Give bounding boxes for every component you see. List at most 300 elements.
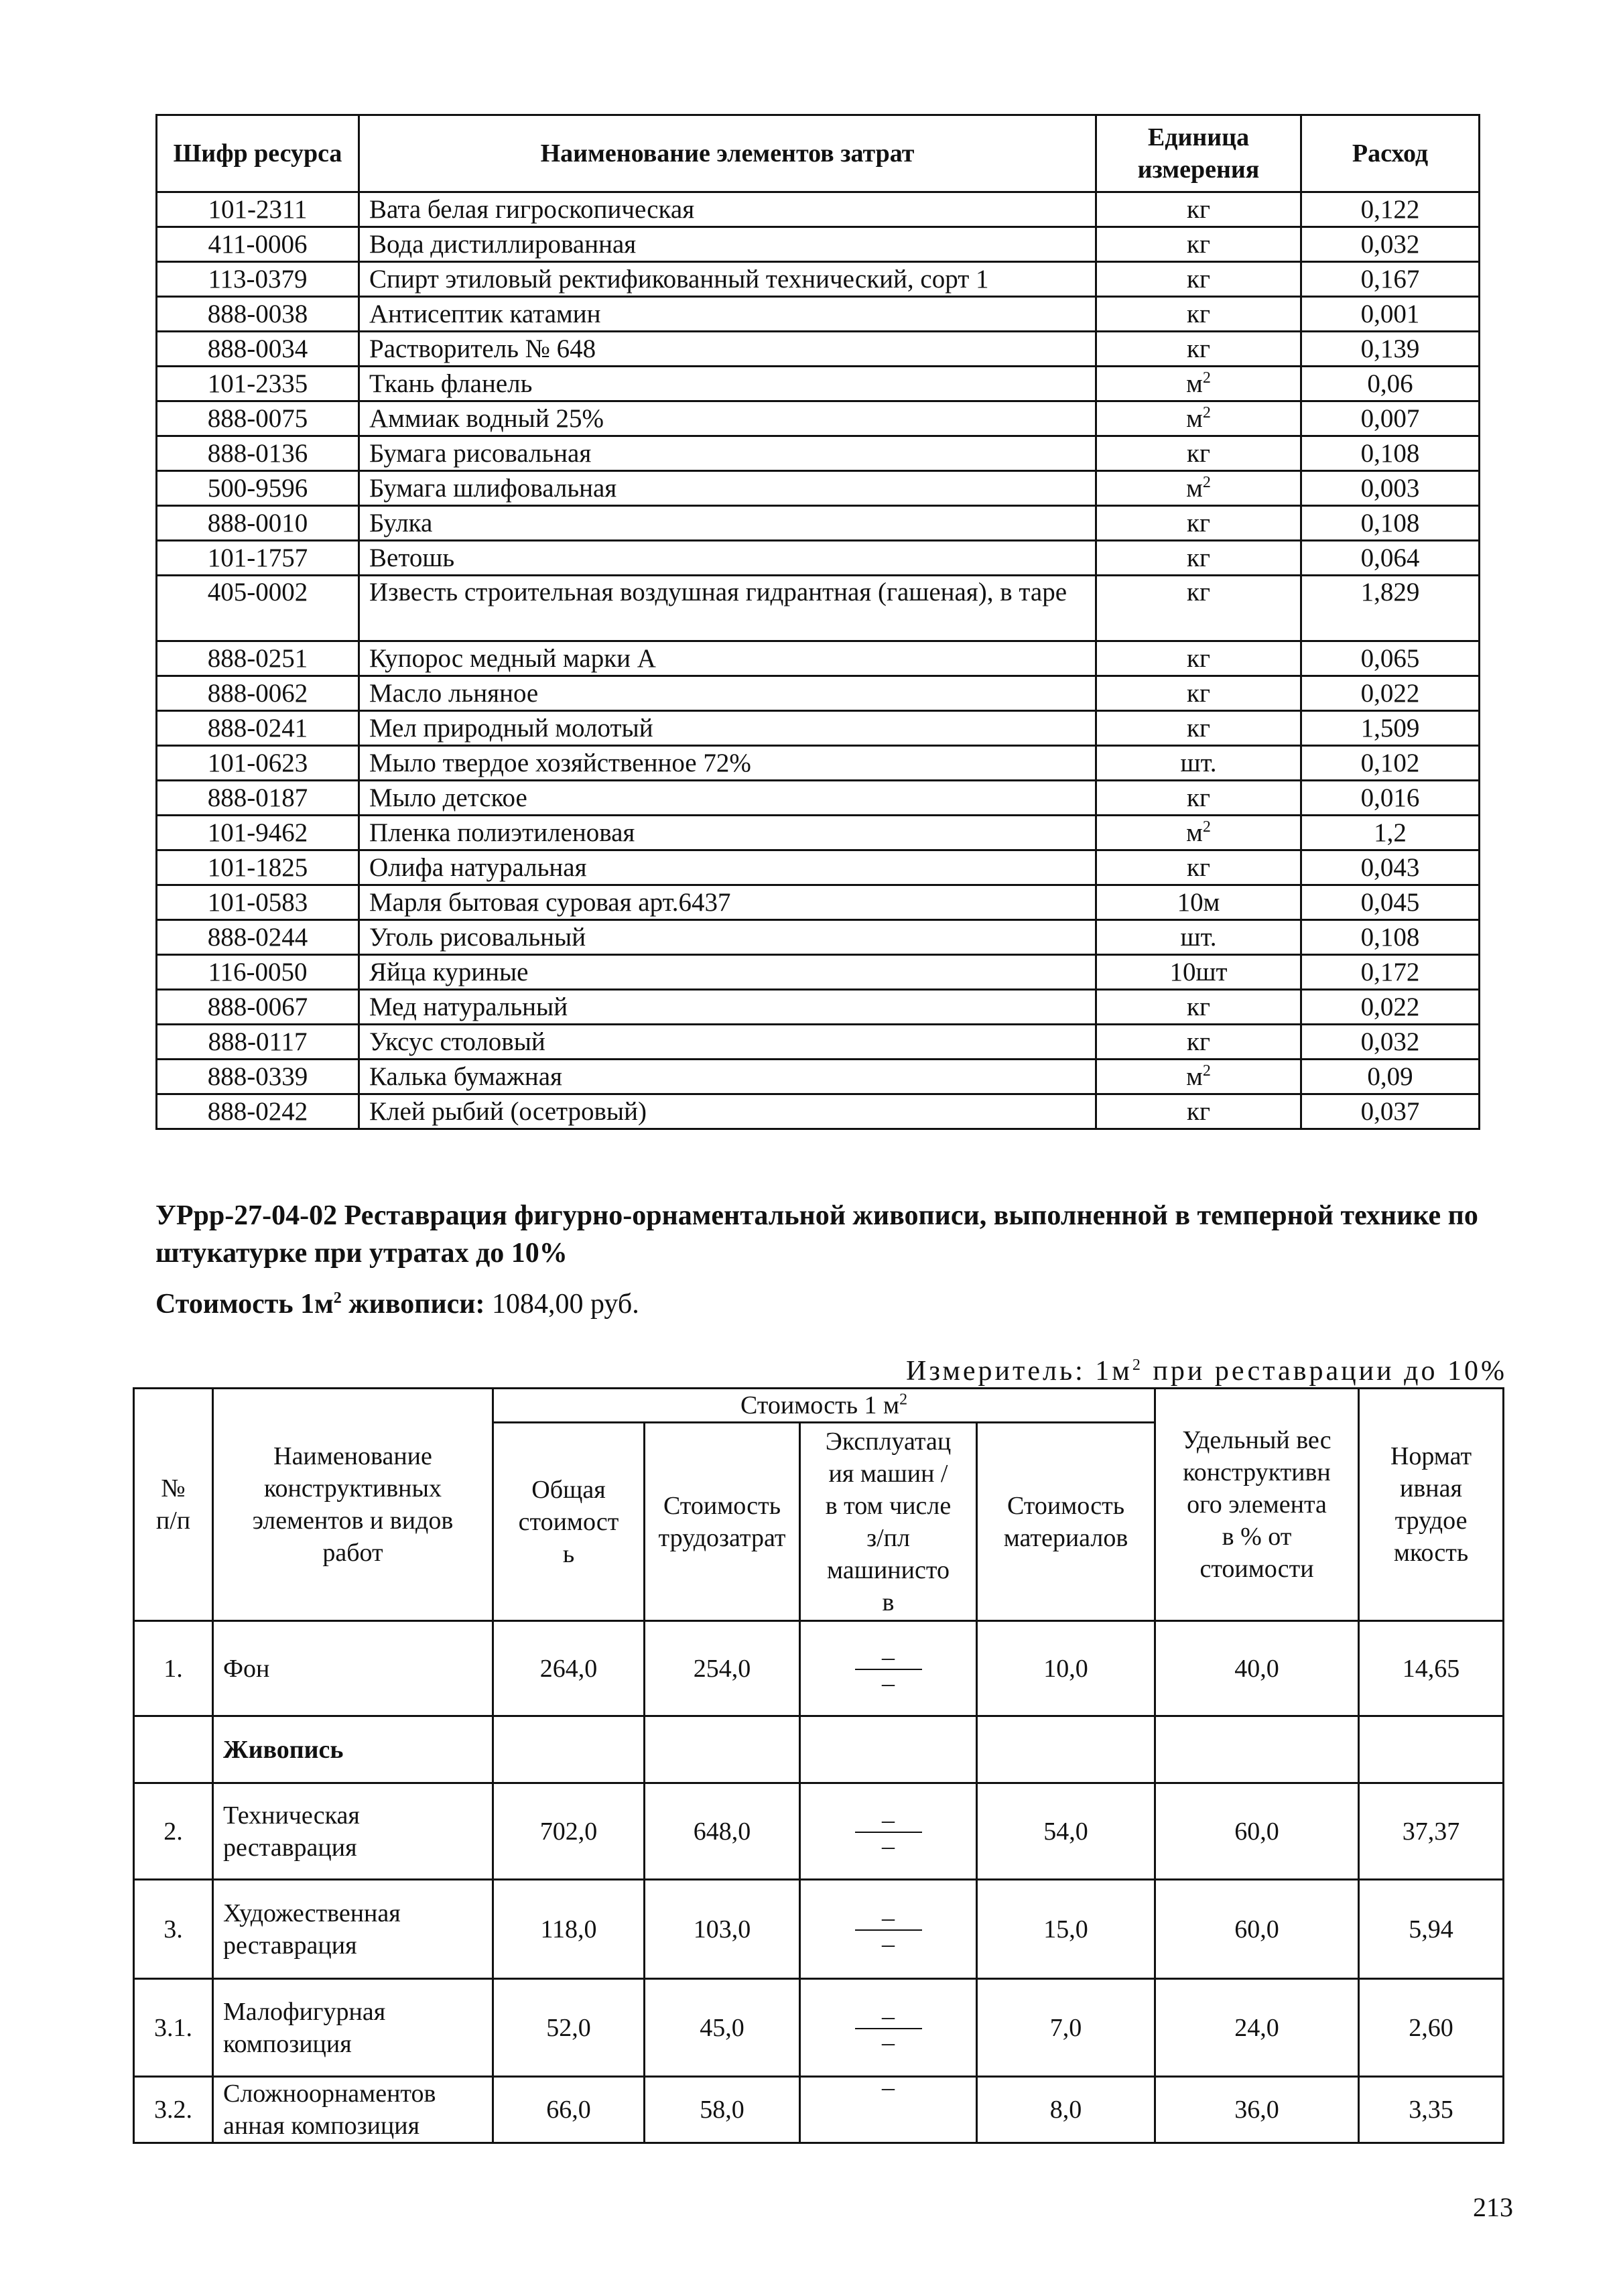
resource-code (157, 436, 359, 471)
resource-unit (1096, 576, 1301, 641)
resource-name (359, 227, 1096, 262)
measure-line (906, 1352, 1507, 1390)
resource-amount (1301, 781, 1480, 816)
row-labor-text: 45,0 (700, 2013, 744, 2042)
header-cost-group (493, 1389, 1155, 1423)
table-row (157, 990, 1480, 1025)
header-line: в (882, 1588, 895, 1616)
row-share (1155, 1979, 1359, 2077)
header-num (134, 1389, 213, 1621)
resource-unit (1096, 990, 1301, 1025)
row-materials (977, 2077, 1155, 2143)
resource-unit-text: шт. (1180, 922, 1217, 952)
resource-code-text: 101-2311 (208, 194, 308, 224)
resource-name (359, 920, 1096, 955)
table-row (157, 676, 1480, 711)
resource-code (157, 920, 359, 955)
cost-value: 1084,00 руб. (484, 1289, 639, 1320)
resource-name (359, 1094, 1096, 1129)
resource-name-text: Бумага шлифовальная (369, 473, 617, 503)
resource-amount (1301, 920, 1480, 955)
row-num-text: 2. (164, 1817, 183, 1846)
header-line: Стоимость (1007, 1491, 1125, 1520)
resource-name-text: Аммиак водный 25% (369, 403, 604, 433)
resource-code (157, 297, 359, 332)
row-name-text: Фон (223, 1654, 270, 1683)
resource-amount-text: 0,003 (1360, 473, 1420, 503)
row-machines (800, 1979, 977, 2077)
table-row (157, 436, 1480, 471)
resource-amount (1301, 541, 1480, 576)
resource-code (157, 401, 359, 436)
resource-unit (1096, 297, 1301, 332)
resource-unit-text: кг (1187, 578, 1210, 607)
row-total-text: 118,0 (540, 1915, 597, 1943)
resource-name (359, 1025, 1096, 1060)
row-norm (1359, 1880, 1504, 1979)
resource-name-text: Известь строительная воздушная гидрантная (гашеная), в таре (369, 578, 1067, 607)
header-line: мкость (1393, 1539, 1469, 1567)
resource-code-text: 888-0241 (207, 713, 308, 743)
resource-code-text: 101-9462 (207, 818, 308, 847)
row-norm (1359, 1621, 1504, 1716)
table-row (157, 576, 1480, 641)
header-labor (645, 1423, 800, 1621)
resource-amount-text: 0,167 (1360, 264, 1420, 294)
header-line: ого элемента (1187, 1490, 1327, 1519)
resource-unit-text: кг (1187, 643, 1210, 673)
resource-name (359, 541, 1096, 576)
row-share-text: 60,0 (1234, 1817, 1279, 1846)
table-row (157, 850, 1480, 885)
resource-amount (1301, 711, 1480, 746)
row-total-text: 264,0 (539, 1654, 598, 1683)
resource-unit-text: м (1186, 818, 1203, 847)
row-labor (645, 1621, 800, 1716)
resource-code (157, 541, 359, 576)
resource-name (359, 885, 1096, 920)
resource-unit (1096, 401, 1301, 436)
resource-code-text: 101-0623 (207, 748, 308, 777)
header-line: машинисто (827, 1555, 950, 1584)
row-materials-text: 8,0 (1049, 2096, 1082, 2124)
row-share-text: 24,0 (1234, 2013, 1279, 2042)
row-name-text: Малофигурная композиция (223, 1997, 386, 2058)
resource-amount (1301, 746, 1480, 781)
resource-amount (1301, 641, 1480, 676)
header-line: в % от (1222, 1523, 1292, 1551)
machines-dash: – (882, 1643, 895, 1671)
resource-amount-text: 0,007 (1360, 403, 1420, 433)
resource-amount (1301, 1025, 1480, 1060)
resource-amount (1301, 955, 1480, 990)
header-line: работ (322, 1539, 383, 1567)
resource-code-text: 888-0117 (208, 1027, 308, 1056)
resource-name-text: Мыло твердое хозяйственное 72% (369, 748, 751, 777)
resource-amount-text: 0,022 (1360, 678, 1420, 708)
row-name (213, 1783, 493, 1880)
resource-unit (1096, 1094, 1301, 1129)
header-element-name (213, 1389, 493, 1621)
resource-amount (1301, 885, 1480, 920)
resource-unit (1096, 955, 1301, 990)
unit-sup: 2 (1202, 1062, 1211, 1080)
resource-unit (1096, 920, 1301, 955)
resource-code-text: 888-0075 (207, 403, 308, 433)
row-name-text: Живопись (223, 1735, 344, 1764)
resource-amount (1301, 436, 1480, 471)
resource-unit-text: кг (1187, 438, 1210, 468)
resource-amount-text: 0,037 (1360, 1096, 1420, 1126)
resource-table (155, 114, 1480, 1130)
resource-code-text: 113-0379 (208, 264, 308, 294)
table-row (157, 1060, 1480, 1094)
table-row (157, 1094, 1480, 1129)
resource-unit (1096, 227, 1301, 262)
row-materials-text: 10,0 (1043, 1654, 1088, 1683)
machines-wages-dash: – (882, 1669, 895, 1698)
measure-label: Измеритель: 1м (906, 1356, 1132, 1387)
resource-amount-text: 0,139 (1360, 334, 1420, 363)
resource-table-header (157, 115, 1480, 192)
row-num (134, 1880, 213, 1979)
row-share (1155, 1621, 1359, 1716)
resource-unit (1096, 711, 1301, 746)
table-row (157, 920, 1480, 955)
empty-cell (1155, 1716, 1359, 1783)
resource-name (359, 641, 1096, 676)
row-share (1155, 1783, 1359, 1880)
resource-unit (1096, 332, 1301, 367)
resource-name (359, 676, 1096, 711)
machines-dash: – (882, 2002, 895, 2031)
row-total (493, 2077, 645, 2143)
resource-code (157, 471, 359, 506)
resource-code (157, 746, 359, 781)
page-number: 213 (1473, 2192, 1513, 2222)
row-machines (800, 1880, 977, 1979)
header-line: трудозатрат (658, 1523, 786, 1552)
resource-name-text: Уксус столовый (369, 1027, 545, 1056)
resource-name-text: Пленка полиэтиленовая (369, 818, 635, 847)
resource-unit (1096, 816, 1301, 850)
resource-unit-text: кг (1187, 1027, 1210, 1056)
group-row (134, 1716, 1504, 1783)
table-row (157, 192, 1480, 227)
resource-unit (1096, 676, 1301, 711)
resource-unit-text: кг (1187, 992, 1210, 1021)
resource-code (157, 711, 359, 746)
resource-code-text: 500-9596 (207, 473, 308, 503)
resource-unit-text: кг (1187, 299, 1210, 328)
table-row (157, 262, 1480, 297)
header-code: Шифр ресурса (157, 115, 359, 192)
row-name-line: Сложноорнаментов (223, 2080, 436, 2108)
empty-cell (645, 1716, 800, 1783)
resource-name (359, 990, 1096, 1025)
cost-label-sup: 2 (333, 1289, 342, 1307)
resource-code (157, 576, 359, 641)
resource-code-text: 888-0010 (207, 508, 308, 537)
table-row (157, 227, 1480, 262)
resource-amount-text: 0,022 (1360, 992, 1420, 1021)
resource-name (359, 436, 1096, 471)
header-line: стоимост (518, 1507, 619, 1536)
resource-name (359, 401, 1096, 436)
resource-code (157, 227, 359, 262)
header-line: Наименование (273, 1442, 432, 1470)
resource-name-text: Уголь рисовальный (369, 922, 586, 952)
resource-name-text: Мед натуральный (369, 992, 568, 1021)
resource-name-text: Олифа натуральная (369, 852, 587, 882)
resource-amount-text: 0,045 (1360, 887, 1420, 917)
row-name (213, 1621, 493, 1716)
header-line: Общая (531, 1475, 606, 1504)
resource-unit-text: кг (1187, 852, 1210, 882)
row-total (493, 1880, 645, 1979)
resource-amount-text: 0,108 (1360, 922, 1420, 952)
row-labor (645, 1979, 800, 2077)
resource-unit-text: кг (1187, 713, 1210, 743)
header-share (1155, 1389, 1359, 1621)
header-line: стоимости (1199, 1555, 1314, 1583)
header-line: ь (562, 1539, 575, 1568)
header-line: п/п (155, 1507, 191, 1535)
resource-unit (1096, 262, 1301, 297)
resource-amount (1301, 227, 1480, 262)
row-name-text: Техническая реставрация (223, 1801, 360, 1862)
resource-amount (1301, 990, 1480, 1025)
unit-sup: 2 (1202, 818, 1211, 836)
resource-unit (1096, 641, 1301, 676)
table-row (157, 332, 1480, 367)
resource-amount-text: 1,509 (1360, 713, 1420, 743)
resource-amount (1301, 332, 1480, 367)
resource-amount-text: 0,108 (1360, 508, 1420, 537)
resource-unit (1096, 1060, 1301, 1094)
resource-code (157, 641, 359, 676)
cost-group-label: Стоимость 1 м (740, 1391, 900, 1419)
resource-code-text: 411-0006 (208, 229, 308, 259)
cost-label: Стоимость 1м (155, 1289, 334, 1320)
resource-amount-text: 1,2 (1374, 818, 1407, 847)
table-row (157, 641, 1480, 676)
row-num (134, 1716, 213, 1783)
resource-amount-text: 0,043 (1360, 852, 1420, 882)
resource-name-text: Мыло детское (369, 783, 527, 812)
resource-name-text: Бумага рисовальная (369, 438, 592, 468)
resource-code-text: 888-0244 (207, 922, 308, 952)
resource-amount (1301, 576, 1480, 641)
resource-amount-text: 0,108 (1360, 438, 1420, 468)
resource-unit-text: кг (1187, 264, 1210, 294)
row-total (493, 1979, 645, 2077)
cost-group-sup: 2 (899, 1391, 908, 1409)
header-machines (800, 1423, 977, 1621)
resource-amount-text: 1,829 (1360, 578, 1420, 607)
resource-name-text: Калька бумажная (369, 1062, 562, 1091)
measure-sup: 2 (1132, 1356, 1143, 1374)
resource-amount (1301, 850, 1480, 885)
row-materials (977, 1621, 1155, 1716)
header-line: конструктивн (1183, 1458, 1331, 1486)
resource-code (157, 332, 359, 367)
resource-name (359, 1060, 1096, 1094)
resource-amount (1301, 297, 1480, 332)
resource-code-text: 888-0034 (207, 334, 308, 363)
resource-name-text: Ветошь (369, 543, 455, 572)
resource-name-text: Булка (369, 508, 433, 537)
resource-unit (1096, 1025, 1301, 1060)
table-row (134, 1783, 1504, 1880)
resource-code-text: 888-0242 (207, 1096, 308, 1126)
header-line: в том числе (825, 1491, 952, 1520)
resource-code (157, 367, 359, 401)
row-materials (977, 1783, 1155, 1880)
resource-unit (1096, 436, 1301, 471)
resource-amount-text: 0,06 (1367, 369, 1413, 398)
resource-amount (1301, 192, 1480, 227)
measure-tail: при реставрации до 10% (1143, 1356, 1507, 1387)
resource-name-text: Спирт этиловый ректификованный технический, сорт 1 (369, 264, 989, 294)
row-num (134, 1979, 213, 2077)
row-num (134, 2077, 213, 2143)
resource-name (359, 711, 1096, 746)
resource-code-text: 101-1757 (207, 543, 308, 572)
row-share-text: 36,0 (1234, 2096, 1279, 2124)
resource-name (359, 367, 1096, 401)
resource-unit-text: кг (1187, 678, 1210, 708)
table-row (157, 781, 1480, 816)
resource-code (157, 850, 359, 885)
resource-name-text: Ткань фланель (369, 369, 533, 398)
row-labor-text: 648,0 (693, 1817, 751, 1846)
resource-amount-text: 0,064 (1360, 543, 1420, 572)
unit-sup: 2 (1202, 369, 1211, 387)
table-row (134, 1621, 1504, 1716)
empty-cell (493, 1716, 645, 1783)
header-line: ия машин / (828, 1459, 948, 1488)
row-machines (800, 2077, 977, 2143)
machines-wages-dash: – (882, 1929, 895, 1958)
resource-amount (1301, 262, 1480, 297)
resource-amount-text: 0,065 (1360, 643, 1420, 673)
resource-name-text: Вата белая гигроскопическая (369, 194, 695, 224)
structure-table (133, 1387, 1504, 2144)
row-norm-text: 2,60 (1409, 2013, 1453, 2042)
header-line: № (161, 1474, 186, 1503)
resource-amount (1301, 471, 1480, 506)
resource-name (359, 850, 1096, 885)
machines-wages-dash: – (882, 1832, 895, 1860)
row-share-text: 40,0 (1234, 1654, 1279, 1683)
row-total-text: 66,0 (546, 2096, 591, 2124)
resource-unit-text: шт. (1180, 748, 1217, 777)
resource-code (157, 955, 359, 990)
resource-amount-text: 0,032 (1360, 229, 1420, 259)
row-total (493, 1621, 645, 1716)
resource-code (157, 885, 359, 920)
row-norm-text: 5,94 (1409, 1915, 1453, 1943)
resource-name (359, 955, 1096, 990)
row-materials (977, 1880, 1155, 1979)
header-line: Стоимость (663, 1491, 781, 1520)
row-norm-text: 14,65 (1402, 1654, 1460, 1683)
row-labor-text: 58,0 (700, 2096, 744, 2124)
empty-cell (800, 1716, 977, 1783)
resource-code (157, 816, 359, 850)
resource-unit-text: кг (1187, 229, 1210, 259)
resource-unit (1096, 850, 1301, 885)
header-line: з/пл (866, 1523, 910, 1552)
resource-unit-text: м (1186, 473, 1203, 503)
row-materials-text: 15,0 (1043, 1915, 1088, 1943)
resource-code (157, 192, 359, 227)
resource-code-text: 888-0136 (207, 438, 308, 468)
resource-unit-text: м (1186, 369, 1203, 398)
resource-name (359, 192, 1096, 227)
row-labor (645, 2077, 800, 2143)
resource-code-text: 888-0251 (207, 643, 308, 673)
resource-unit (1096, 885, 1301, 920)
resource-amount (1301, 367, 1480, 401)
cost-label-tail: живописи: (341, 1289, 485, 1320)
resource-amount (1301, 1094, 1480, 1129)
resource-unit (1096, 367, 1301, 401)
row-name-line: анная композиция (223, 2112, 420, 2140)
table-row (157, 367, 1480, 401)
resource-name (359, 781, 1096, 816)
resource-code (157, 506, 359, 541)
resource-code (157, 1094, 359, 1129)
row-name (213, 1880, 493, 1979)
row-materials-text: 54,0 (1043, 1817, 1088, 1846)
resource-unit (1096, 192, 1301, 227)
resource-amount (1301, 816, 1480, 850)
resource-unit (1096, 471, 1301, 506)
resource-name-text: Вода дистиллированная (369, 229, 637, 259)
resource-amount-text: 0,032 (1360, 1027, 1420, 1056)
row-share (1155, 2077, 1359, 2143)
empty-cell (977, 1716, 1155, 1783)
machines-dash: – (882, 1903, 895, 1932)
resource-name (359, 506, 1096, 541)
resource-unit-text: 10м (1177, 887, 1220, 917)
header-norm (1359, 1389, 1504, 1621)
resource-name (359, 297, 1096, 332)
header-amount: Расход (1301, 115, 1480, 192)
cost-line (155, 1285, 639, 1323)
row-num-text: 3.2. (154, 2096, 192, 2124)
row-labor-text: 103,0 (693, 1915, 751, 1943)
resource-amount-text: 0,001 (1360, 299, 1420, 328)
header-line: конструктивных (263, 1474, 442, 1503)
header-line: трудое (1394, 1507, 1468, 1535)
resource-code-text: 888-0339 (207, 1062, 308, 1091)
header-line: ивная (1400, 1474, 1462, 1503)
table-row (157, 711, 1480, 746)
row-share-text: 60,0 (1234, 1915, 1279, 1943)
table-row (157, 471, 1480, 506)
row-name-text: Художественная реставрация (223, 1899, 401, 1960)
row-share (1155, 1880, 1359, 1979)
header-name: Наименование элементов затрат (359, 115, 1096, 192)
resource-unit-text: м (1186, 403, 1203, 433)
structure-table-body (134, 1621, 1504, 2143)
row-name (213, 1716, 493, 1783)
resource-table-body (157, 192, 1480, 1129)
resource-code (157, 1025, 359, 1060)
